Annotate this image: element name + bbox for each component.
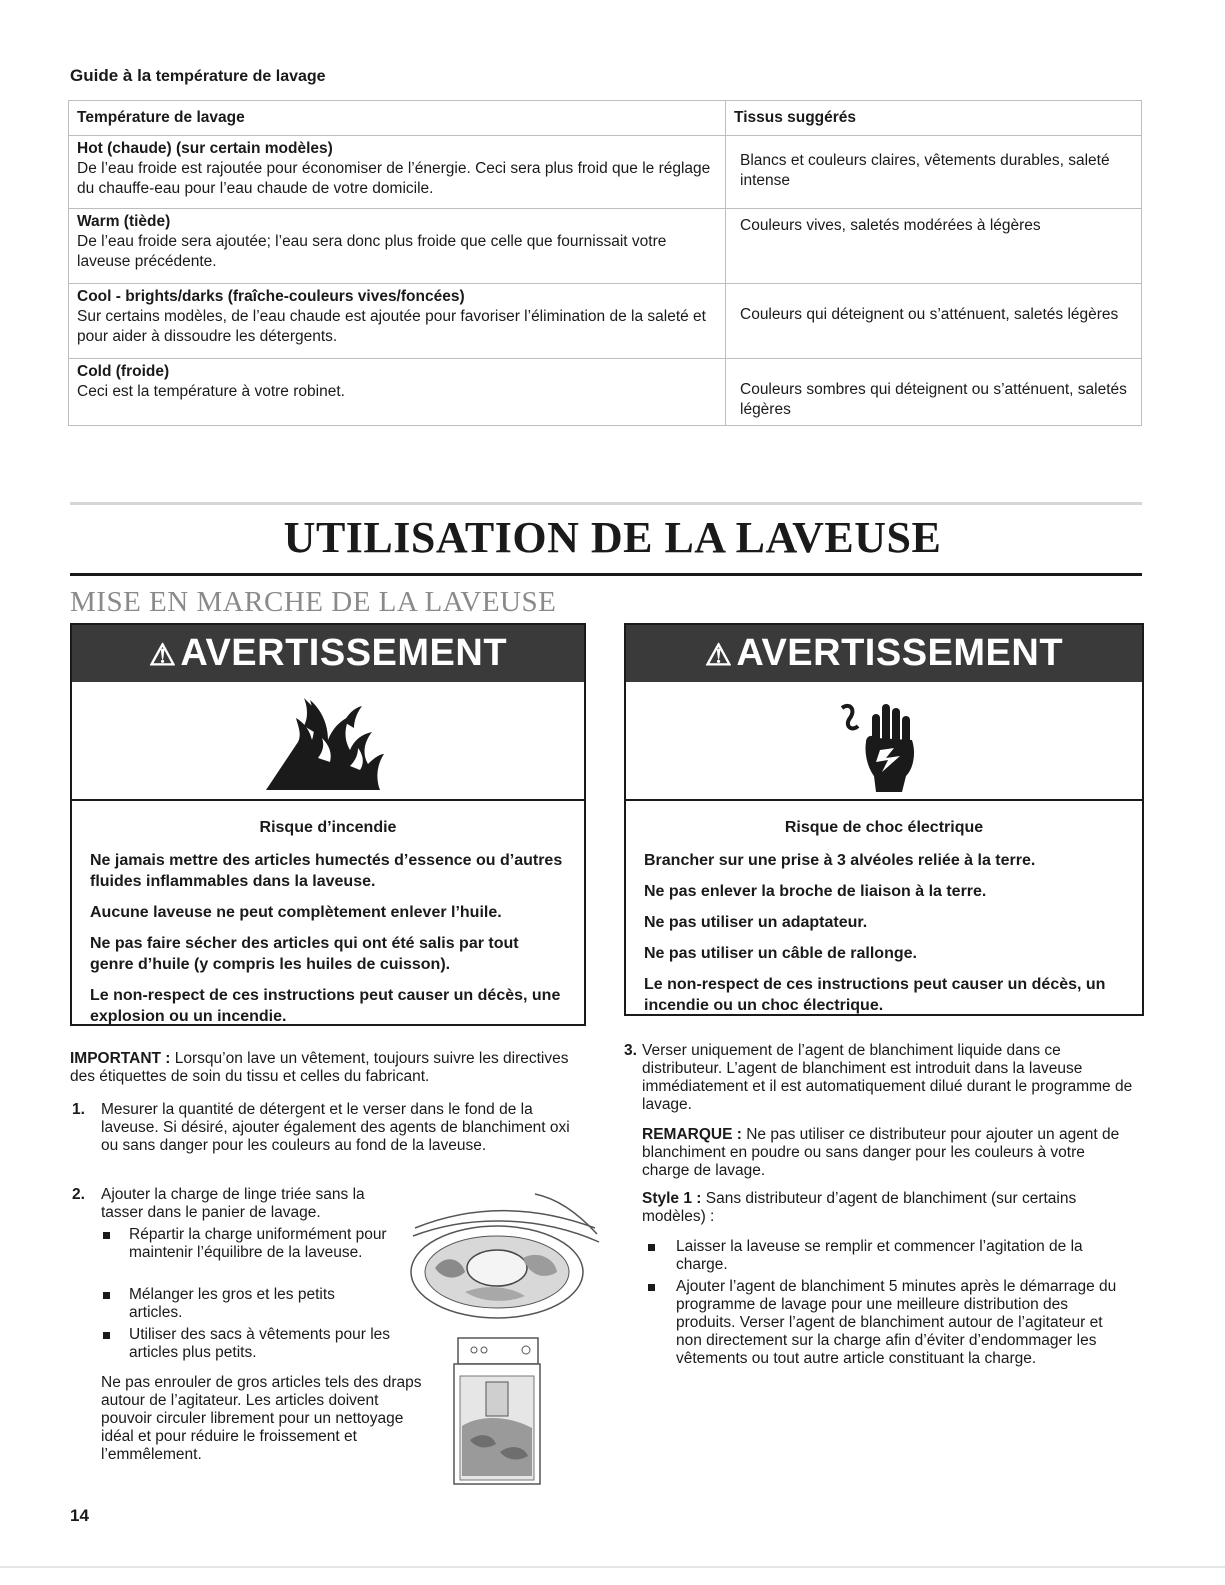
washer-front-illustration [440,1336,544,1488]
row-fabrics: Couleurs qui déteignent ou s’atténuent, saletés légères [740,306,1119,323]
row-fabrics: Blancs et couleurs claires, vêtements durables, saleté intense [740,152,1110,189]
table-header-temperature: Température de lavage [69,101,726,136]
warning-line: Ne jamais mettre des articles humectés d’essence ou d’autres fluides inflammables dans la laveuse. [90,852,563,890]
load-note: Ne pas enrouler de gros articles tels des draps autour de l’agitateur. Les articles doivent pouvoir circuler librement pour un nettoyage idéal et pour réduire le froissement et l’emmêlement. [101,1374,422,1463]
bullet-text: Utiliser des sacs à vêtements pour les articles plus petits. [129,1326,391,1361]
section-title: MISE EN MARCHE DE LA LAVEUSE [70,586,557,618]
important-label: IMPORTANT : [70,1050,171,1067]
warning-header [626,625,1142,682]
step-number: 3. [624,1042,637,1059]
table-cell-fabrics [726,209,1142,284]
warning-triangle-icon: ⚠ [704,639,733,672]
bullet-text: Répartir la charge uniformément pour maintenir l’équilibre de la laveuse. [129,1226,387,1261]
remarque-text: Ne pas utiliser ce distributeur pour ajouter un agent de blanchiment en poudre ou sans danger pour les couleurs à votre charge de lavage. [642,1126,1120,1179]
bullet-icon [648,1244,655,1251]
row-desc: De l’eau froide sera ajoutée; l’eau sera donc plus froide que celle que fournissait votre laveuse précédente. [77,233,667,270]
guide-title [70,66,326,86]
remarque-label: REMARQUE : [642,1126,742,1143]
table-cell-fabrics [726,136,1142,209]
warning-line: Brancher sur une prise à 3 alvéoles reliée à la terre. [644,852,1036,869]
bullet-text: Mélanger les gros et les petits articles. [129,1286,335,1321]
warning-line: Ne pas utiliser un câble de rallonge. [644,945,917,962]
row-desc: Ceci est la température à votre robinet. [77,383,345,400]
guide-title-rest: température de lavage [155,68,326,85]
warning-line: Le non-respect de ces instructions peut causer un décès, un incendie ou un choc électrique. [644,976,1106,1014]
table-cell-temperature [69,209,726,284]
warning-line: Ne pas faire sécher des articles qui ont été salis par tout genre d’huile (y compris les huiles de cuisson). [90,935,519,973]
row-desc: Sur certains modèles, de l’eau chaude est ajoutée pour favoriser l’élimination de la saleté et pour aider à dissoudre les détergents. [77,308,706,345]
style-text: Sans distributeur d’agent de blanchiment (sur certains modèles) : [642,1190,1077,1225]
table-cell-temperature [69,359,726,426]
fire-warning-box [70,623,586,1026]
row-desc: De l’eau froide est rajoutée pour économiser de l’énergie. Ceci sera plus froid que le réglage du chauffe-eau pour l’eau chaude de votre domicile. [77,160,711,197]
step-1-text: Mesurer la quantité de détergent et le verser dans le fond de la laveuse. Si désiré, ajouter également des agents de blanchiment oxi ou sans danger pour les couleurs au fond de la laveuse. [101,1101,570,1154]
style-note [642,1190,1112,1226]
warning-risk: Risque d’incendie [259,819,397,836]
remarque-note [642,1126,1132,1180]
bullet-text: Ajouter l’agent de blanchiment 5 minutes après le démarrage du programme de lavage pour une meilleure distribution des produits. Verser l’agent de blanchiment autour de l’agitateur et non directement sur la charge afin d’éviter d’endommager les vêtements ou tout autre article constituant la charge. [676,1278,1117,1367]
table-row [69,284,1142,359]
warning-body [626,801,1142,1014]
important-text: Lorsqu’on lave un vêtement, toujours suivre les directives des étiquettes de soin du tissu et celles du fabricant. [70,1050,569,1085]
important-note [70,1050,582,1086]
bullet-icon [103,1292,110,1299]
table-row [69,359,1142,426]
warning-header-label: AVERTISSEMENT [180,632,508,674]
warning-line: Ne pas utiliser un adaptateur. [644,914,868,931]
style-label: Style 1 : [642,1190,702,1207]
electric-shock-icon [836,688,926,796]
table-cell-fabrics [726,284,1142,359]
table-row [69,209,1142,284]
row-title: Warm (tiède) [77,213,171,230]
page-title: UTILISATION DE LA LAVEUSE [283,513,942,562]
warning-pictogram [626,682,1142,801]
divider [70,573,1142,576]
step-2-text: Ajouter la charge de linge triée sans la tasser dans le panier de lavage. [101,1186,365,1221]
row-title: Cold (froide) [77,363,170,380]
electric-warning-box [624,623,1144,1016]
bullet-text: Laisser la laveuse se remplir et commencer l’agitation de la charge. [676,1238,1083,1273]
table-row [69,136,1142,209]
row-fabrics: Couleurs sombres qui déteignent ou s’atténuent, saletés légères [740,381,1127,418]
row-title: Hot (chaude) (sur certain modèles) [77,140,333,157]
bullet-icon [103,1232,110,1239]
warning-body [72,801,584,1024]
page-number: 14 [70,1506,89,1525]
bullet-icon [648,1284,655,1291]
warning-line: Aucune laveuse ne peut complètement enlever l’huile. [90,904,502,921]
row-title: Cool - brights/darks (fraîche-couleurs vives/foncées) [77,288,465,305]
step-number: 1. [72,1101,85,1118]
bullet-icon [103,1332,110,1339]
temperature-table [68,100,1142,426]
divider [0,1566,1225,1568]
table-header-fabrics: Tissus suggérés [726,101,1142,136]
warning-header-label: AVERTISSEMENT [736,632,1064,674]
washer-tub-illustration [405,1188,605,1324]
warning-risk: Risque de choc électrique [784,819,984,836]
row-fabrics: Couleurs vives, saletés modérées à légères [740,217,1041,234]
step-3-text: Verser uniquement de l’agent de blanchiment liquide dans ce distributeur. L’agent de blanchiment est introduit dans la laveuse immédiatement et il est automatiquement dilué durant le programme de lavage. [642,1042,1133,1113]
fire-icon [258,688,388,796]
warning-header [72,625,584,682]
divider [70,502,1142,505]
table-cell-temperature [69,284,726,359]
table-cell-temperature [69,136,726,209]
warning-triangle-icon: ⚠ [148,639,177,672]
step-number: 2. [72,1186,85,1203]
table-header-row [69,101,1142,136]
warning-pictogram [72,682,584,801]
table-cell-fabrics [726,359,1142,426]
warning-line: Le non-respect de ces instructions peut causer un décès, une explosion ou un incendie. [90,987,561,1025]
warning-line: Ne pas enlever la broche de liaison à la terre. [644,883,987,900]
guide-title-prefix: Guide à la [70,66,152,85]
